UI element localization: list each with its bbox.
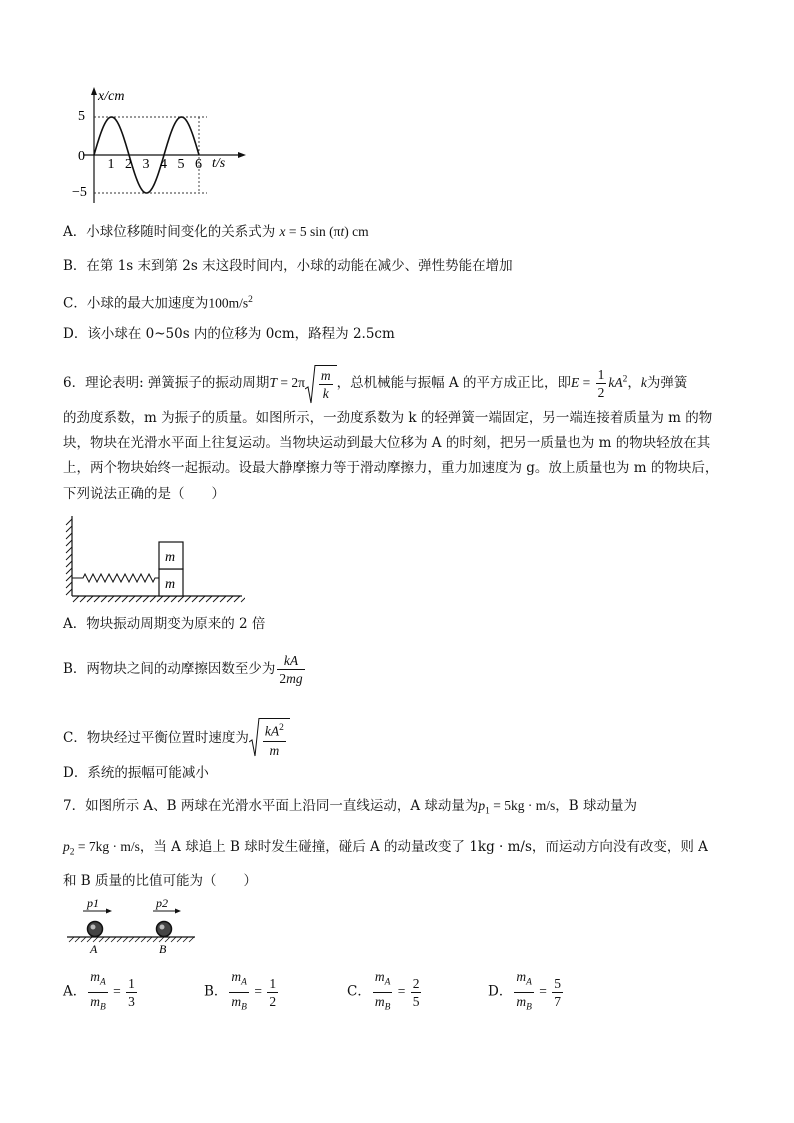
ball-b-label: B <box>159 942 167 956</box>
y-tick-5: 5 <box>78 109 85 124</box>
hatched-floor <box>73 596 245 602</box>
sqrt-m-over-k: $\frac{m}{k}$ <box>305 365 337 402</box>
spring <box>72 574 159 582</box>
q7-line-2: $p_2 = 7kg \cdot m/s$，当 A 球追上 B 球时发生碰撞，碰后 A 的动量改变了 1kg · m/s，而运动方向没有改变，则 A <box>63 839 708 858</box>
sqrt-kA2-over-m: $\frac{kA^2}{m}$ <box>249 718 290 759</box>
ball-a <box>88 922 103 937</box>
ball-b <box>157 922 172 937</box>
q6-line-4: 上，两个物块始终一起振动。设最大静摩擦力等于滑动摩擦力，重力加速度为 g。放上质量也为 m 的物块后， <box>63 460 719 476</box>
ball-a-label: A <box>90 942 98 956</box>
hatched-wall <box>66 519 72 595</box>
q7-option-b: B． $\frac{m_A}{m_B}$ = $\frac{1}{2}$ <box>204 969 277 1013</box>
q7-option-d: D． $\frac{m_A}{m_B}$ = $\frac{5}{7}$ <box>488 969 561 1013</box>
hatched-ground <box>69 937 194 942</box>
two-balls-figure <box>65 895 197 957</box>
x-tick-6: 6 <box>195 157 202 172</box>
q6-line-2: 的劲度系数，m 为振子的质量。如图所示，一劲度系数为 k 的轻弹簧一端固定，另一端连接着质量为 m 的物 <box>63 410 713 426</box>
q7-option-a: A． $\frac{m_A}{m_B}$ = $\frac{1}{3}$ <box>63 969 135 1013</box>
q7-line-3: 和 B 质量的比值可能为（ ） <box>63 873 258 889</box>
y-axis-label: x/cm <box>98 89 125 104</box>
x-tick-4: 4 <box>160 157 167 172</box>
q5-option-c: C．小球的最大加速度为$100m/s^2$ <box>63 295 253 312</box>
q6-line-3: 块，物块在光滑水平面上往复运动。当物块运动到最大位移为 A 的时刻，把另一质量也为 m 的物块轻放在其 <box>63 435 711 451</box>
q6-option-b: B．两物块之间的动摩擦因数至少为 $\frac{kA}{2mg}$ <box>63 653 303 686</box>
x-tick-5: 5 <box>177 157 185 172</box>
q6-option-a: A．物块振动周期变为原来的 2 倍 <box>63 616 266 632</box>
spring-block-figure <box>65 512 245 604</box>
q5-option-b: B．在第 1s 末到第 2s 末这段时间内，小球的动能在减少、弹性势能在增加 <box>63 258 513 274</box>
y-tick-0: 0 <box>78 149 85 164</box>
q7-option-c: C． $\frac{m_A}{m_B}$ = $\frac{2}{5}$ <box>347 969 420 1013</box>
x-tick-labels <box>108 157 203 172</box>
p2-label: p2 <box>156 896 168 910</box>
q6-line-5: 下列说法正确的是（ ） <box>63 486 225 502</box>
bottom-block-label: m <box>165 577 176 592</box>
q6-option-c: C．物块经过平衡位置时速度为 $\frac{kA^2}{m}$ <box>63 718 290 759</box>
q7-line-1: 7．如图所示 A、B 两球在光滑水平面上沿同一直线运动，A 球动量为$p_1 = 5kg \cdot m/s$，B 球动量为 <box>63 798 637 817</box>
x-tick-2: 2 <box>125 157 132 172</box>
displacement-time-graph <box>62 85 247 210</box>
x-axis-label: t/s <box>212 156 226 171</box>
q5-option-a: A．小球位移随时间变化的关系式为 x = 5 sin (πt) cm <box>63 224 369 240</box>
q5-option-d: D．该小球在 0~50s 内的位移为 0cm，路程为 2.5cm <box>63 326 395 342</box>
q6-intro-line: 6．理论表明: 弹簧振子的振动周期T = 2π $\frac{m}{k}$ ，总机械能与振幅 A 的平方成正比，即E = $\frac{1}{2}$ $kA^2$，k为弹簧 <box>63 367 688 401</box>
y-tick-neg5: −5 <box>72 185 87 200</box>
p1-label: p1 <box>87 896 99 910</box>
q6-option-d: D．系统的振幅可能减小 <box>63 765 209 781</box>
x-tick-3: 3 <box>142 157 150 172</box>
top-block-label: m <box>165 550 176 565</box>
graph-axes <box>84 87 246 203</box>
x-tick-1: 1 <box>107 157 115 172</box>
